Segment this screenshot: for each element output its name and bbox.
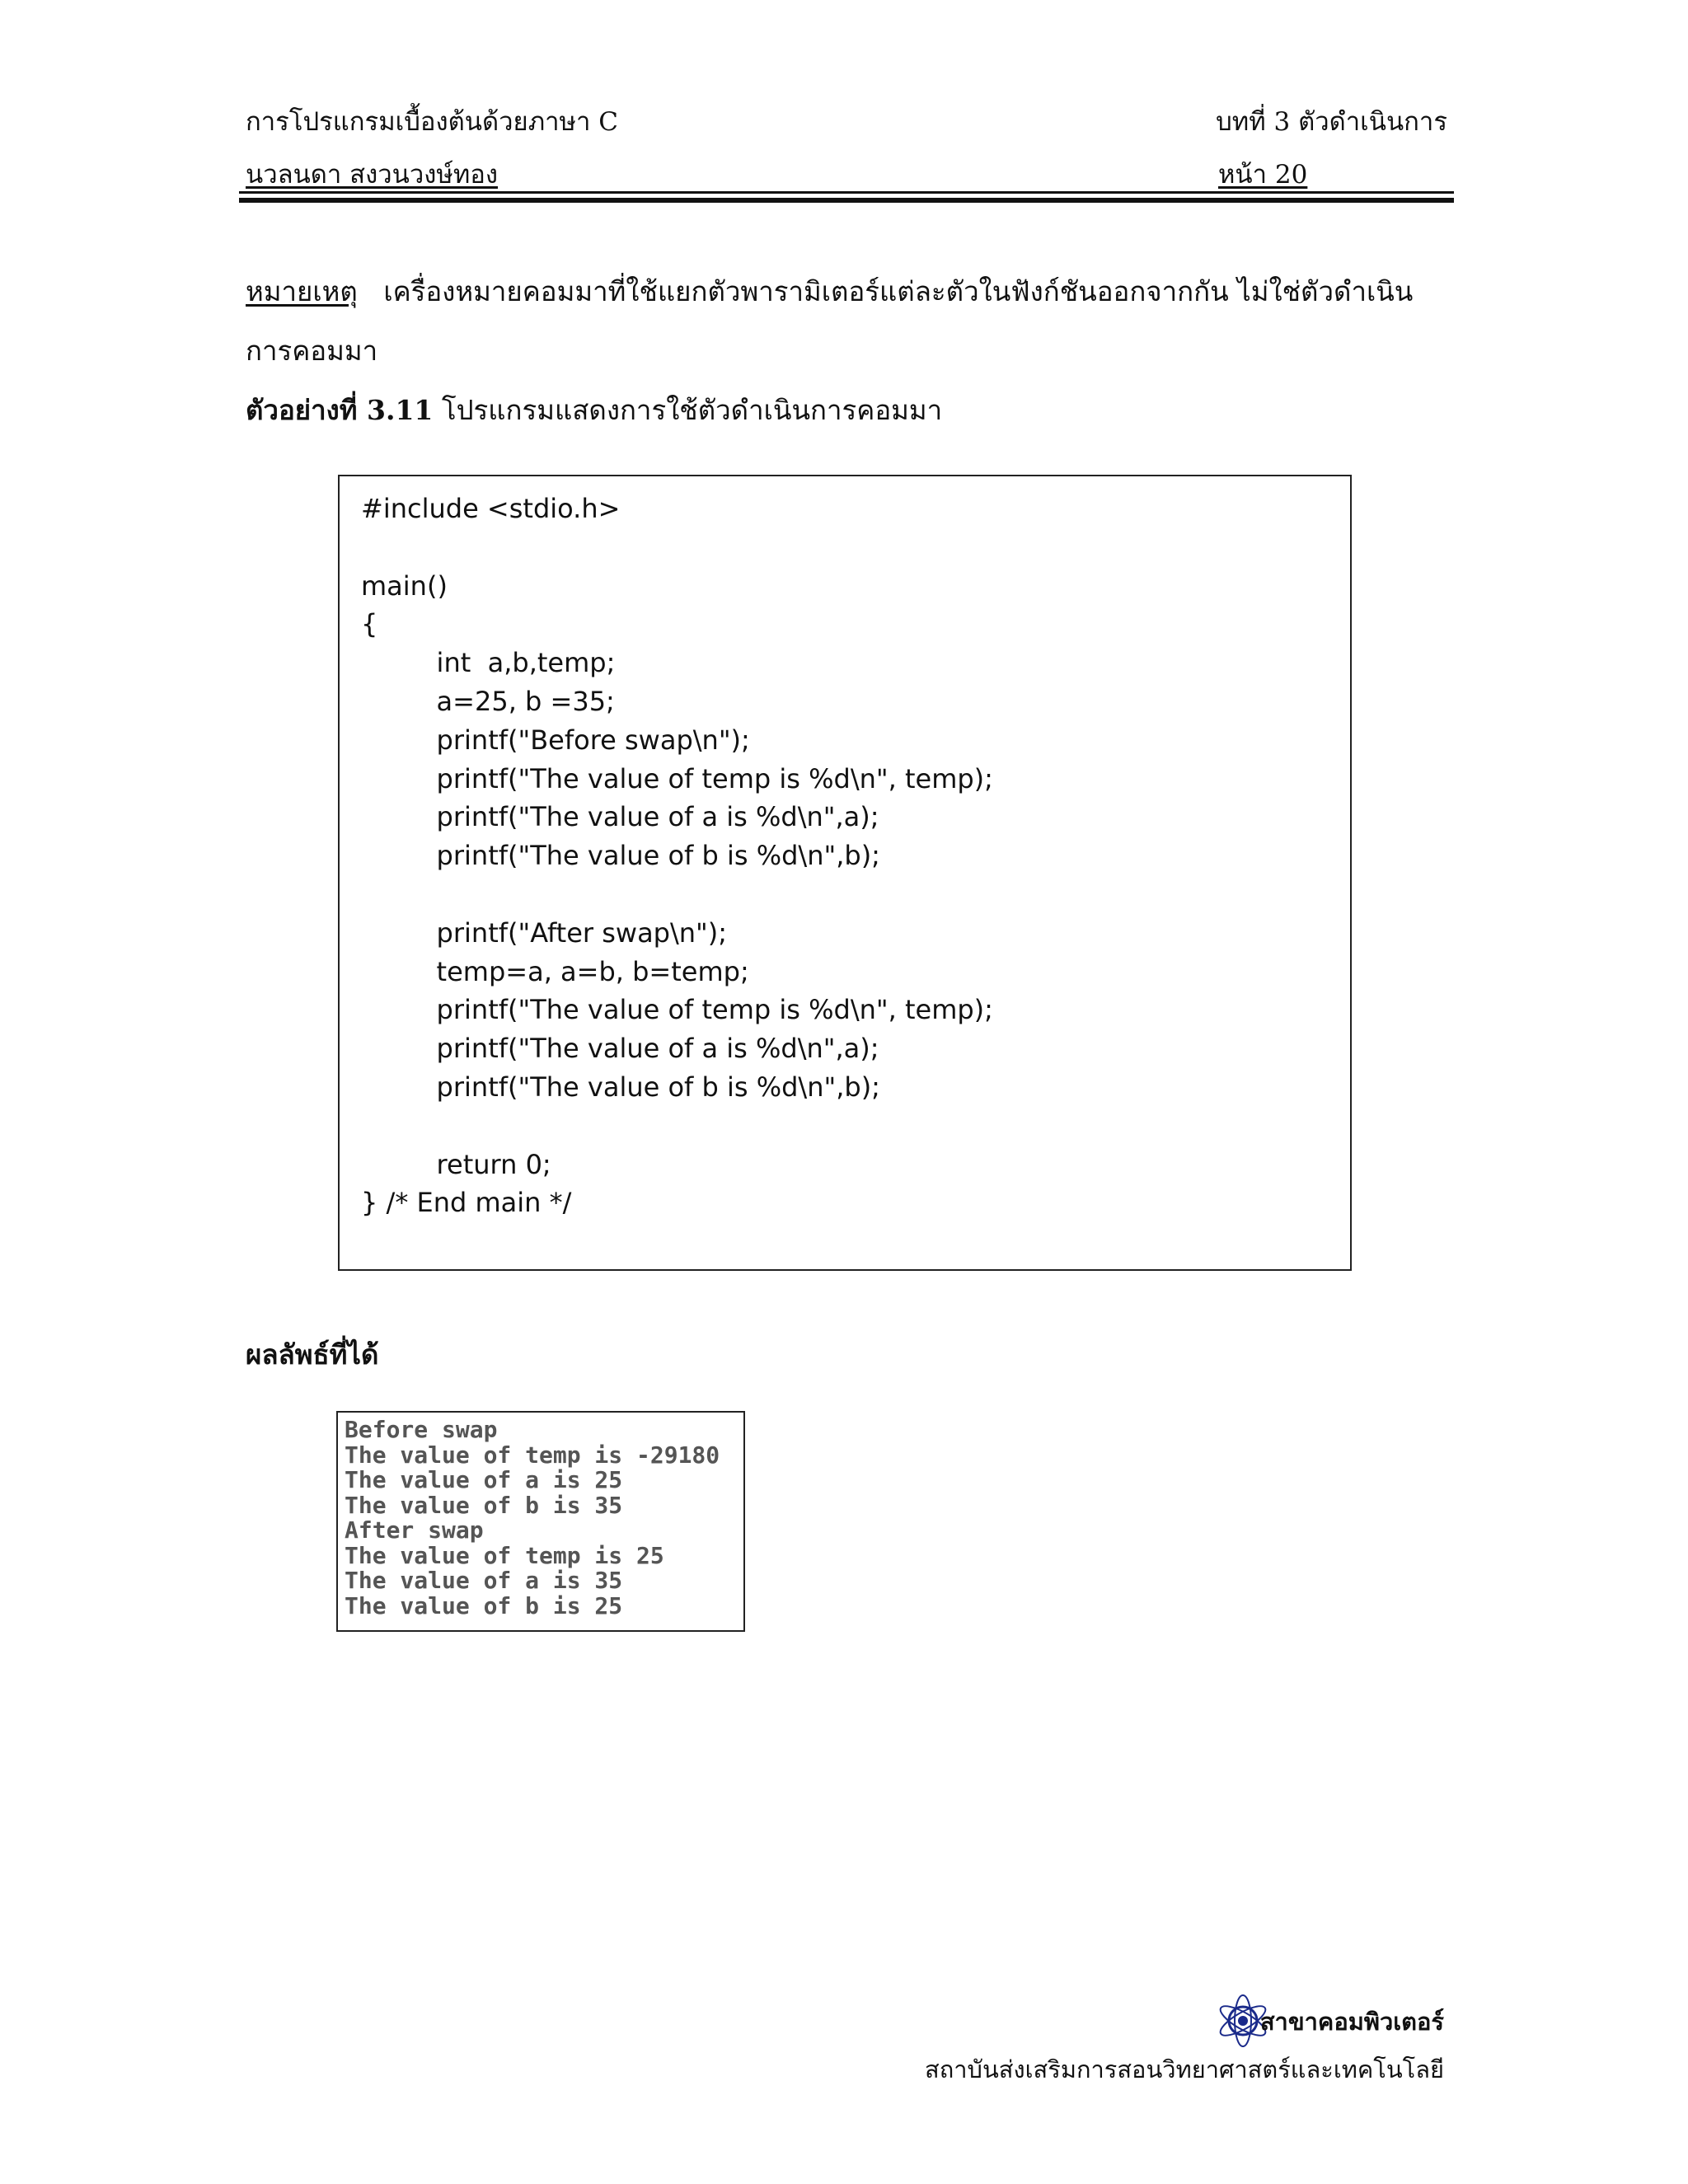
header-rule-thick (239, 198, 1454, 203)
example-label: ตัวอย่างที่ 3.11 (246, 394, 434, 426)
footer-institute: สถาบันส่งเสริมการสอนวิทยาศาสตร์และเทคโนโลยี (925, 2055, 1444, 2083)
footer-department (1260, 2003, 1444, 2041)
header-rule-thin (239, 191, 1454, 194)
result-heading: ผลลัพธ์ที่ได้ (246, 1338, 379, 1371)
note-label: หมายเหตุ (246, 275, 358, 307)
example-caption (246, 392, 942, 429)
footer-department-text: สาขาคอมพิวเตอร์ (1259, 2008, 1444, 2036)
note-line-1 (246, 274, 1413, 310)
code-listing-box (338, 475, 1352, 1271)
console-output: Before swap The value of temp is -29180 The value of a is 25 The value of b is 35 After swap The value of temp is 25 The value of a is 35 The value of b is 25 (345, 1416, 720, 1619)
note-text-1: เครื่องหมายคอมมาที่ใช้แยกตัวพารามิเตอร์แต่ละตัวในฟังก์ชันออกจากกัน ไม่ใช่ตัวดำเนิน (383, 275, 1414, 307)
chapter-title: บทที่ 3 ตัวดำเนินการ (1216, 107, 1447, 137)
page-number: หน้า 20 (1218, 160, 1308, 190)
code-listing: #include <stdio.h> main() { int a,b,temp; a=25, b =35; printf("Before swap\n"); printf("The value of temp is %d\n", temp); printf("The value of a is %d\n",a); printf("The value of b is %d\n",b); printf("After swap\n"); temp=a, a=b, b=temp; printf("The value of temp is %d\n", temp); printf("The value of a is %d\n",a); printf("The value of b is %d\n",b); return 0; } /* End main */ (361, 493, 993, 1219)
note-line-2: การคอมมา (246, 335, 378, 367)
author-name: นวลนดา สงวนวงษ์ทอง (246, 160, 499, 190)
console-output-box (336, 1411, 745, 1632)
book-title: การโปรแกรมเบื้องต้นด้วยภาษา C (246, 107, 618, 137)
example-caption-text: โปรแกรมแสดงการใช้ตัวดำเนินการคอมมา (441, 394, 943, 426)
